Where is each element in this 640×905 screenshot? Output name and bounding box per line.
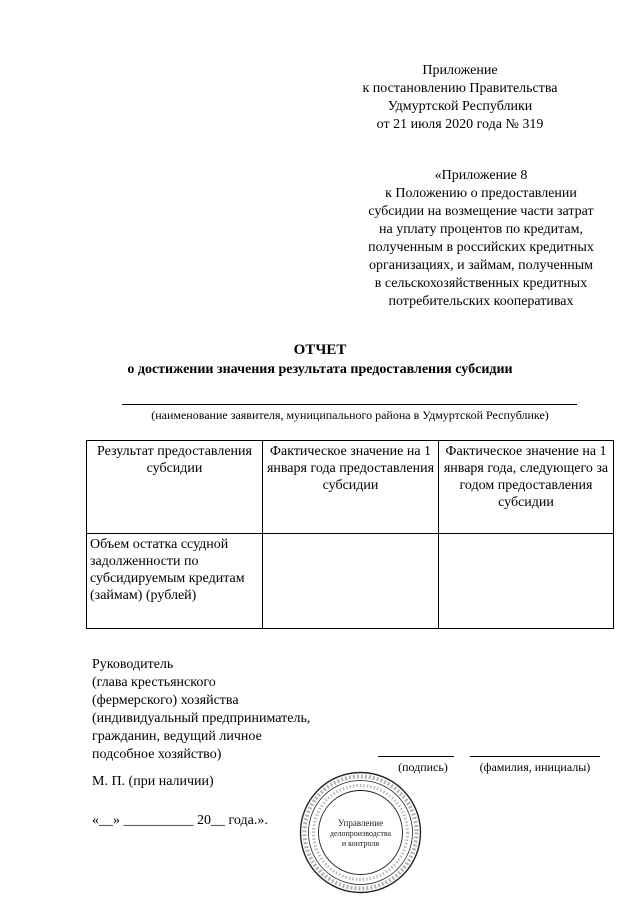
seal-label: М. П. (при наличии) [92,774,214,789]
appendix-line: организациях, и займам, полученным [369,258,593,273]
report-table [86,440,614,629]
round-stamp [298,770,423,895]
appendix-block [336,167,626,311]
signatory-line: (фермерского) хозяйства [92,693,239,708]
appendix-line: на уплату процентов по кредитам, [378,222,583,237]
header-line: к постановлению Правительства [362,81,558,96]
table-row [87,534,614,629]
stamp-center-line: делопроизводства [329,829,392,838]
report-title: ОТЧЕТ [293,342,347,358]
appendix-line: «Приложение 8 [434,168,528,183]
signatory-line: Руководитель [92,657,174,672]
name-caption: (фамилия, инициалы) [479,760,591,774]
stamp-center-line: и контроля [341,839,380,848]
appendix-line: в сельскохозяйственных кредитных [374,276,588,291]
header-line: Удмуртской Республики [387,99,533,114]
signatory-line: подсобное хозяйство) [92,747,222,762]
stamp-icon [298,770,423,895]
appendix-line: полученным в российских кредитных [368,240,594,255]
name-line[interactable] [470,756,600,757]
header-line: от 21 июля 2020 года № 319 [376,117,544,132]
applicant-line [122,404,577,405]
appendix-line: к Положению о предоставлении [385,186,577,201]
table-cell[interactable] [439,534,614,629]
signatory-line: (индивидуальный предприниматель, [92,711,311,726]
table-header-row [87,441,614,534]
signatory-block [92,656,352,764]
signatory-line: гражданин, ведущий личное [92,729,262,744]
table-header-cell: Фактическое значение на 1 января года предоставления субсидии [263,441,439,534]
table-cell: Объем остатка ссудной задолженности по субсидируемым кредитам (займам) (рублей) [87,534,263,629]
signatory-line: (глава крестьянского [92,675,216,690]
signature-line[interactable] [378,756,454,757]
table-header-cell: Результат предоставления субсидии [87,441,263,534]
stamp-center-line: Управление [337,818,384,828]
appendix-line: субсидии на возмещение части затрат [368,204,594,219]
date-line: «__» __________ 20__ года.». [92,813,268,828]
report-subtitle: о достижении значения результата предоставления субсидии [127,362,513,377]
table-cell[interactable] [263,534,439,629]
signature-caption: (подпись) [398,760,448,774]
appendix-line: потребительских кооперативах [388,294,574,309]
table-header-cell: Фактическое значение на 1 января года, следующего за годом предоставления субсидии [439,441,614,534]
applicant-caption: (наименование заявителя, муниципального района в Удмуртской Республике) [151,408,549,422]
header-block [360,62,560,134]
header-line: Приложение [422,63,498,78]
